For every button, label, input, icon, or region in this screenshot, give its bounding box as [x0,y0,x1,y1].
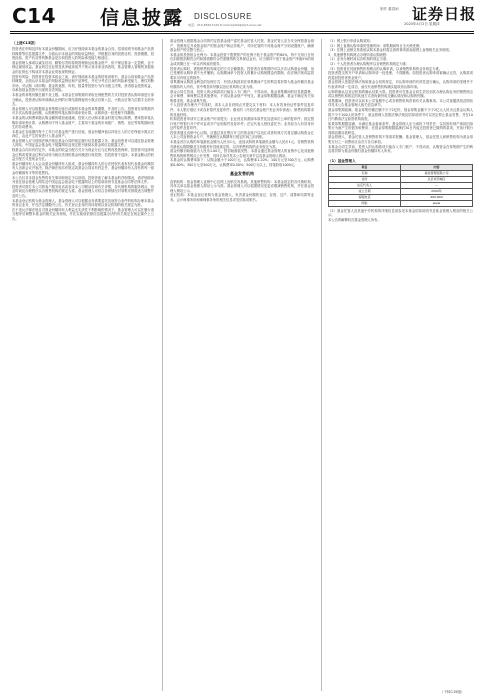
article-column-2 [170,39,314,689]
column-2-body-continued [170,180,314,203]
table-cell: 网址 [329,200,401,206]
paragraph: 本基金登记机构为基金管理人。基金管理人可以根据业务需要委托其他符合条件的机构办理本基金的登记业务，并在法定期限内公告，有关登记业务的具体规则以登记机构的相关规定为准。 [12,198,154,208]
paragraph: 基金合同生效前，投资人的认购款项只能存入专门账户，不得动用。基金募集期间的信息披露费、会计师费、律师费以及其他费用，不得从基金财产中列支。基金募集期限届满，基金不满足有关募集要求的，基金募集失败。 [170,89,314,103]
page-number: C14 [12,4,57,28]
paragraph: 基金管理人应当按照法律法规及基金合同的规定履行信息披露义务，基金投资者可以通过基金管理人网站、中国证监会基金电子披露网站及规定报刊查阅本基金的信息披露文件。 [12,138,154,148]
table-cell: 名称 [329,170,401,176]
table-header-cell: 项目 [329,164,401,170]
editor-credit: 制作 董春雨 [380,7,399,11]
table-cell: 北京市西城区 [401,176,473,182]
table-cell: 住所 [329,176,401,182]
paragraph: 登记机构：本基金登记机构为基金管理人，负责基金份额的登记、存管、过户、清算和结算等业务。会计师事务所和律师事务所的相关信息详见招募说明书。 [170,193,314,202]
table-title: （1）基金管理人 [328,158,356,163]
paragraph: 如果募集期限届满，未满足基金备案条件，基金管理人应当承担下列责任：以其固有财产承担因募集行为而产生的债务和费用；在基金募集期限届满后30日内返还投资者已缴纳的款项，并加计银行同期活期存款利息。 [328,121,473,135]
table-cell: www [401,200,473,206]
paragraph: 直销机构：基金管理人直销中心及网上直销交易系统。其他销售机构：本基金指定的各代销机构，具体名单以基金管理人网站公示为准。基金管理人可以根据情况变更或增减销售机构，并在基金管理人网站公示。 [170,179,314,193]
column-3-body [328,39,473,154]
paragraph: 基金份额初始面值为人民币1.00元，按初始面值发售。本基金通过基金管理人的直销中心及其他销售机构的销售网点公开发售，具体名单详见本公告相关章节以及基金管理人网站。 [170,149,314,158]
info-table-block [328,158,473,207]
paragraph: 在不违反法律法规且对基金份额持有人利益无实质性不利影响的情况下，基金管理人可以在履行适当程序后调整本基金的相关业务规则，并在实施前依照信息披露办法的有关规定在规定媒介上公告。 [12,207,154,221]
section-title-en: DISCLOSURE [194,12,253,21]
table-cell: 法定代表人 [329,182,401,188]
paragraph: 投资者在申购及持有本基金份额期间，应当仔细阅读本基金的基金合同、招募说明书和基金产品资料概要等信息披露文件，全面认识本基金的风险收益特征，并根据自身的投资目的、投资期限、投资经验、资产状况等判断基金是否和投资人的风险承受能力相适应。 [12,47,154,61]
paragraph: 本基金在存续期内每个工作日对基金资产进行估值，基金份额净值以四舍五入的方法保留小数点后四位，由此产生的误差计入基金财产。 [12,129,154,139]
paragraph: （3）投资者在其他销售机构网点的认购申请，以该销售机构的业务规定为准。 [328,66,443,71]
column-3-body-continued [328,209,473,223]
paragraph: 本公告的解释权归基金管理人所有。 [328,218,381,223]
paragraph: （3）在网上直销交易系统认购本基金时需注意的事项请参阅网上直销相关业务规则。 [328,48,453,53]
table-cell: 客服电话 [329,194,401,200]
paragraph: 投资者通过直销中心认购，应通过其在银行开立的资金账户以电汇或者转账方式将足额认购资金汇入本公司直销资金专户，并确保在认购期每日规定时间之前到账。 [170,130,314,140]
header-rule [10,31,474,32]
paragraph: 基金管理人根据基金合同的约定将基金财产委托基金托管人托管，基金托管人应当安全保管基金财产，按照规定开设基金财产的资金账户和证券账户，对所托管的不同基金财产分别设置账户，确保基金财产的完整与独立。 [170,39,314,53]
header-rule-thin [10,33,474,34]
paragraph: 3、其他销售机构网点办理申请认购流程： [328,52,390,57]
paragraph: 基金管理人依据法律法规和基金合同的规定，对认购申请的有效性进行确认，认购申请的受理并不代表该申请一定成功，而仅代表销售机构确实接收到认购申请。 [328,80,473,89]
table-cell: — [401,182,473,188]
paragraph: 基金份额持有人大会由基金份额持有人组成，基金份额持有人的合法授权代表有权代表基金份额持有人出席会议并表决。除法律法规另有规定或基金合同另有约定外，基金份额持有人持有的每一基金份额拥有平等的投票权。 [12,161,154,176]
paragraph: 本基金的认购费率随认购金额的增加而递减，投资人在认购本基金时需交纳认购费，费率按单笔认购申请单独计算，认购费用不列入基金财产，主要用于基金的市场推广、销售、登记等募集期间发生的各项费用。 [12,115,154,130]
table-header-cell: 内容 [401,164,473,170]
contact-line: 电话：010-85617120 E-mail:zqrb9@zqrb.sina.net [188,23,262,27]
paragraph: （2）基金托管人及其他中介机构的详细信息请参见本基金招募说明书及基金管理人网站的相关公示。 [328,208,473,218]
paragraph: 募集期间认购资金利息的处理方式：有效认购款项在募集期间产生的利息将折算为基金份额归基金份额持有人所有，其中利息转份额以登记机构的记录为准。 [170,80,314,89]
paragraph: 募集期间，投资者可以向本公司客服中心或各销售机构咨询有关认购事项。本公司客服热线及网站详见本公告基金管理人相关信息章节。 [328,98,473,108]
column-2-body [170,39,314,168]
paragraph: 本基金的投资组合比例为：本基金投资于股票资产的比例不低于基金资产的80%，每个交易日日终在扣除股指期货合约和国债期货合约需缴纳的交易保证金后，应当保持不低于基金资产净值5%的现金或到期日在一年以内的政府债券。 [170,52,314,66]
paragraph: 投资有风险，投资者在投资本基金之前，请仔细阅读本基金的招募说明书、基金合同和基金产品资料概要，全面认识本基金的风险收益特征和产品特性，并充分考虑自身的风险承受能力，理性判断市场，对认购（或申购）基金的意愿、时机、数量等投资行为作出独立决策，获得基金投资收益，亦承担基金投资中出现的各类风险。 [12,74,154,93]
paragraph: 本基金的募集份额总额不设上限。本基金在募集期内采取比例配售的方式对投资者认购申请进行部分确认，投资者认购申请确认比例的计算结果保留到小数点后第八位，小数点后第九位数字全部舍去。 [12,92,154,107]
masthead [0,0,484,30]
paragraph: 本基金的认购费率如下：认购金额小于100万元，认购费率1.20%；100万元至300万元，认购费率0.80%；300万元至500万元，认购费率0.50%；500万元以上，按笔收取1000元。 [170,158,314,168]
paragraph: 机构投资者申请开立基金账户时须提交：企业营业执照副本原件及加盖单位公章的复印件；指定银行账户的银行开户许可证或开户证明原件及复印件；法定代表人授权委托书；业务经办人有效身份证件原件及复印件。 [170,117,314,131]
article-column-1 [12,39,154,689]
paragraph: 本基金首次认购的单笔最低金额为人民币1元，追加认购的单笔最低金额为人民币1元。各销售机构对最低认购限额及交易级差有其他规定的，以各销售机构的业务规定为准。 [170,140,314,149]
table-cell: 成立日期 [329,188,401,194]
paragraph: （1）业务办理时间以各机构的规定为准； [328,57,390,62]
paragraph: 基金管理人、基金托管人及销售机构不得请求报酬。基金管理人、基金托管人和销售机构为基金募集支付之一切费用应由各方各自承担。 [328,135,473,145]
section-title: 信息披露 [100,7,185,29]
table-cell: 基金管理有限公司 [401,170,473,176]
table-body [329,170,473,206]
article-column-3 [328,39,473,689]
paragraph: 本公告仅对本基金发售的有关事项和规定予以说明。投资者欲了解本基金的详细情况，请详细阅读刊登在基金管理人网站及中国证监会基金电子披露网站上的招募说明书及基金合同等法律文件。 [12,175,154,185]
section-subheading: 基金发售机构 [230,170,254,176]
paragraph: 投资者提交的开户申请和认购申请一经受理，不得撤销。如投资者认购申请被确认无效，认购款项将退回投资者资金账户。 [328,71,473,80]
paragraph: （2）个人投资者办理认购程序以各销售机构规定为准； [328,61,410,66]
paragraph: 个人投资者办理开户手续时，须本人亲自到网点并提交以下材料：本人有效身份证件原件及复印件；本人银行借记卡或存折原件及复印件；填妥的《开放式基金账户类业务申请表》；销售机构要求的其他材料。 [170,103,314,117]
newspaper-logo: 证券日报 [412,5,477,23]
paragraph: 除基金合同另有约定外，本基金的收益分配方式分为现金分红与红利再投资两种，投资者可选择现金红利或将现金红利自动转为相应类别的基金份额进行再投资；若投资者不选择，本基金默认的收益分配方式是现金分红。 [12,148,154,162]
column-divider [162,39,163,691]
paragraph: 基金募集期届满，基金募集份额总额不少于2亿份，基金募集金额不少于2亿元人民币且基金认购人数不少于200人的条件下，基金管理人依据法律法规及招募说明书可以决定停止基金发售，并在10日内聘请法定验资机构验资。 [328,107,473,122]
paragraph: 投资者认购时，需按销售机构规定的方式全额缴款。投资者在募集期内可以多次认购基金份额，但已受理的认购申请不允许撤销。认购期间单个投资人的累计认购规模没有限制，但法律法规或监管要求另有规定的除外。 [170,66,314,80]
issue-date: 2020年4月2日 星期四 [404,22,440,26]
column-divider [321,39,322,691]
continued-note: （下转C15版） [440,690,465,694]
paragraph: （2）网上直销认购申请的受理时间：募集期间每日全天候受理； [328,43,423,48]
paragraph: 基金管理人可以根据基金募集情况延长或缩短本基金的募集期限，并及时公告。投资者在募集期内可多次认购基金份额，认购费按每笔认购申请单独计算。认购申请一经受理不得撤销。 [12,106,154,116]
paragraph: 投资者可拨打本公司的客户服务电话或登录本公司网站咨询有关详情，各代销机构的服务网点、营业时间及办理程序以各销售机构的规定为准。基金管理人可综合各种情况对募集安排做适当调整并及时公告。 [12,184,154,198]
continuation-note: （上接C13版） [12,41,38,45]
table-cell: 400-800 [401,194,473,200]
paragraph: （1）网上银行申请认购须知； [328,39,373,43]
table-cell: 2004年 [401,188,473,194]
info-table [328,164,473,207]
paragraph: 本基金合同生效前，投资人的认购款项只能存入专门账户，不得动用，认购资金在募集期产生的利息将折算为基金份额归基金份额持有人所有。 [328,144,473,154]
column-1-body [12,47,154,222]
paragraph: 认购的确认以登记机构的确认结果为准。投资者可在基金合同生效后到其办理认购业务的销售网点或以销售机构规定的其他方式查询最终成交确认情况和认购的份额。 [328,89,473,99]
paragraph: 基金管理人承诺以诚实信用、勤勉尽责的原则管理和运用基金资产，但不保证基金一定盈利，也不保证最低收益。基金的过往业绩及其净值高低并不预示其未来业绩表现，基金管理人管理的其他基金的业绩也不构成对本基金业绩表现的保证。 [12,60,154,74]
table-row [329,200,473,206]
